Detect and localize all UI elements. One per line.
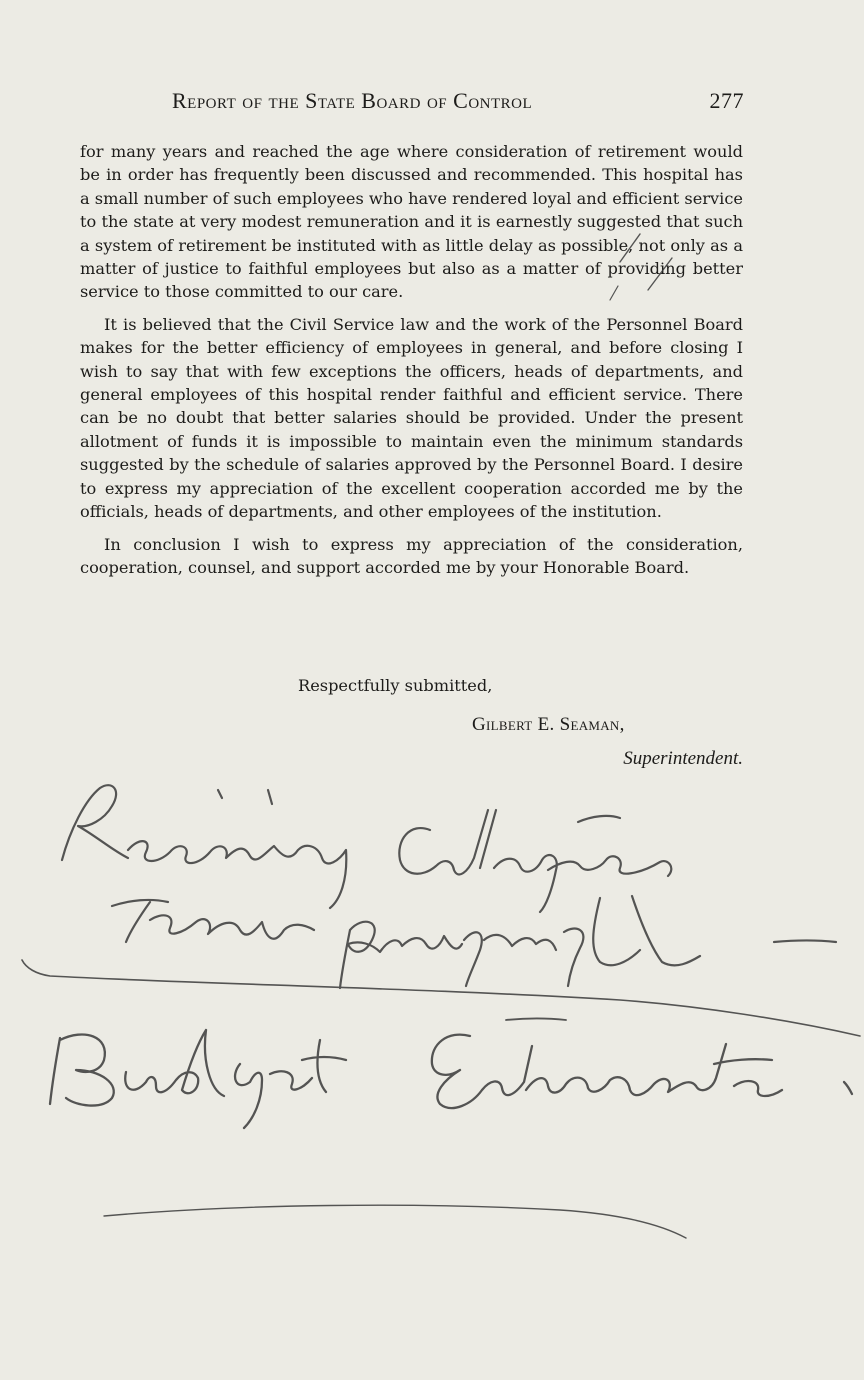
insert-slash-mark-2	[648, 258, 672, 290]
running-title: Report of the State Board of Control	[172, 88, 533, 113]
underline-stroke-2	[506, 1019, 566, 1021]
closing-line: Respectfully submitted,	[298, 676, 493, 695]
paragraph-conclusion: In conclusion I wish to express my appreciation of the consideration, cooperation, counsel, and support accorded me by your Honorable Board.	[80, 534, 743, 577]
page-number: 277	[709, 88, 744, 113]
underline-stroke-3	[104, 1205, 686, 1238]
underline-stroke-1	[22, 960, 860, 1036]
signer-title: Superintendent.	[623, 748, 743, 769]
note-receiving-cottages	[62, 785, 671, 912]
paragraph-civil-service: It is believed that the Civil Service law and the work of the Personnel Board makes for the better efficiency of employees in general, and before closing I wish to say that with few exceptions the officers, heads of departments, and general employees of this hospital render faithful and efficient service. There can be no doubt that better salaries should be provided. Under the present allotment of funds it is impossible to maintain even the minimum standards suggested by the schedule of salaries approved by the Personnel Board. I desire to express my appreciation of the excellent cooperation accorded me by the officials, heads of departments, and other employees of the institution.	[80, 314, 743, 522]
paragraph-continued: for many years and reached the age where consideration of retirement would be in order has frequently been discussed and recommended. This hospital has a small number of such employees who have rendered loyal and efficient service to the state at very modest remuneration and it is earnestly suggested that such a system of retirement be instituted with as little delay as possible, not only as a matter of justice to faithful employees but also as a matter of providing better service to those committed to our care.	[80, 142, 743, 302]
insert-slash-mark-1	[620, 234, 640, 262]
note-new-paragraph	[112, 896, 836, 988]
insert-slash-mark-3	[610, 286, 618, 300]
note-budget-estimates	[50, 1030, 852, 1128]
signer-name: Gilbert E. Seaman,	[472, 714, 625, 735]
